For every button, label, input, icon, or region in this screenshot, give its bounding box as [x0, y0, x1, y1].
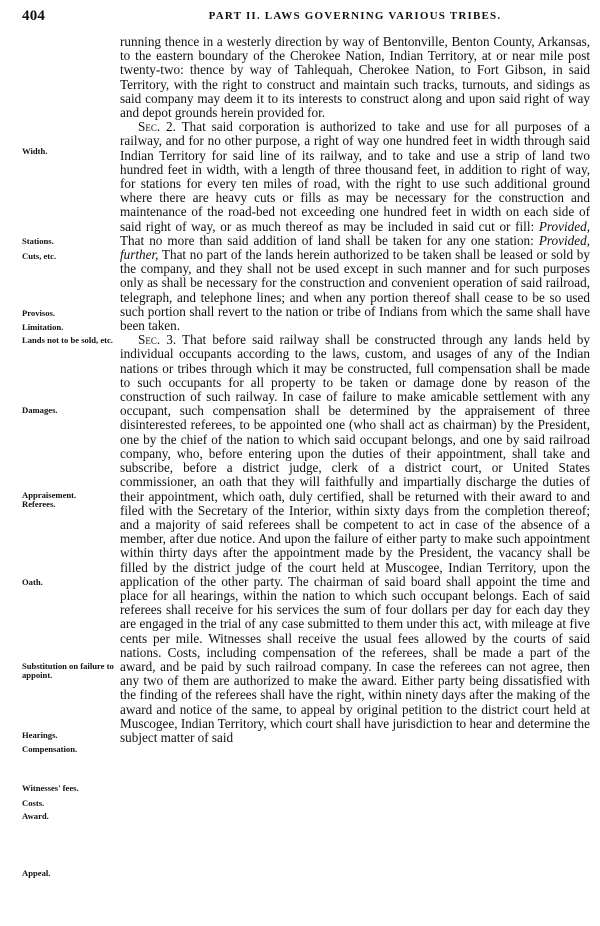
paragraph-section-3: [120, 333, 590, 745]
paragraph-section-2: [120, 120, 590, 333]
sidenote-award: Award.: [22, 811, 49, 821]
sidenote-witnesses-fees: Witnesses' fees.: [22, 783, 79, 793]
sidenote-hearings: Hearings.: [22, 730, 58, 740]
section-2-heading: Sec. 2.: [138, 119, 176, 135]
statute-text: [120, 35, 590, 745]
proviso-2-label: Provided, further,: [120, 232, 590, 263]
sidenote-limitation: Limitation.: [22, 322, 64, 332]
section-2-text-b: That no more than said addition of land shall be taken for any one station:: [120, 232, 534, 248]
section-3-text: That before said railway shall be constructed through any lands held by individual occupants according to the laws, custom, and usages of any of the Indian nations or tribes through which it may be constructed, full compensation shall be made to such occupants for all property to be taken or damage done by reason of the construction of such railway. In case of failure to make amicable settlement with any occupant, such compensation shall be determined by the appraisement of three disinterested referees, to be appointed one (who shall act as chairman) by the President, one by the chief of the nation to which said occupant belongs, and one by said railroad company, who, before entering upon the duties of their appointment, shall take and subscribe, before a district judge, clerk of a district court, or United States commissioner, an oath that they will faithfully and impartially discharge the duties of their appointment, which oath, duly certified, shall be returned with their award to and filed with the Secretary of the Interior, within sixty days from the completion thereof; and a majority of said referees shall be competent to act in case of the absence of a member, after due notice. And upon the failure of either party to make such appointment within thirty days after the appointment made by the President, the vacancy shall be filled by the district judge of the court held at Muscogee, Indian Territory, upon the application of the other party. The chairman of said board shall appoint the time and place for all hearings, within the nation to which such occupant belongs. Each of said referees shall receive for his services the sum of four dollars per day for each day they are engaged in the trial of any case submitted to them under this act, with mileage at five cents per mile. Witnesses shall receive the usual fees allowed by the courts of said nations. Costs, including compensation of the referees, shall be made a part of the award, and be paid by such railroad company. In case the referees can not agree, then any two of them are authorized to make the award. Either party being dissatisfied with the finding of the referees shall have the right, within ninety days after the making of the award and notice of the same, to appeal by original petition to the district court held at Muscogee, Indian Territory, which court shall have jurisdiction to hear and determine the subject matter of said: [120, 332, 590, 745]
section-2-text-a: That said corporation is authorized to take and use for all purposes of a railway, and for no other purpose, a right of way one hundred feet in width through said Indian Territory for said line of its railway, and to take and use a strip of land two hundred feet in width, with a length of three thousand feet, in addition to right of way, for stations for every ten miles of road, with the right to use such additional ground where there are heavy cuts or fills as may be necessary for the construction and maintenance of the road-bed not exceeding one hundred feet in width on each side of said right of way, or as much thereof as may be included in said cut or fill:: [120, 119, 590, 234]
sidenote-substitution: Substitution on failure to appoint.: [22, 661, 114, 680]
sidenote-appraisement: Appraisement. Referees.: [22, 490, 77, 509]
section-3-heading: Sec. 3.: [138, 332, 177, 348]
sidenote-provisos: Provisos.: [22, 308, 56, 318]
sidenote-oath: Oath.: [22, 577, 43, 587]
sidenote-width: Width.: [22, 146, 48, 156]
sidenote-costs: Costs.: [22, 798, 45, 808]
sidenote-appeal: Appeal.: [22, 868, 51, 878]
sidenote-lands-not-sold: Lands not to be sold, etc.: [22, 335, 113, 345]
section-2-text-c: That no part of the lands herein authorized to be taken shall be leased or sold by the company, and they shall not be used except in such manner and for such purposes only as shall be necessary for the construction and convenient operation of said railroad, telegraph, and telephone lines; and when any portion thereof shall cease to be so used such portion shall revert to the nation or tribe of Indians from which the same shall have been taken.: [120, 247, 590, 334]
page-number: 404: [22, 8, 46, 24]
sidenote-cuts: Cuts, etc.: [22, 251, 57, 261]
paragraph-continuation: running thence in a westerly direction by way of Bentonville, Benton County, Arkansas, to the eastern boundary of the Cherokee Nation, Indian Territory, at or near mile post twenty-two: thence by way of Tahlequah, Cherokee Nation, to Fort Gibson, in said Territory, with the right to construct and maintain such tracks, turnouts, and sidings as said company may deem it to its interests to construct along and upon said right of way and depot grounds herein provided for.: [120, 34, 590, 121]
sidenote-stations: Stations.: [22, 236, 54, 246]
sidenote-damages: Damages.: [22, 405, 58, 415]
running-head: PART II. LAWS GOVERNING VARIOUS TRIBES.: [208, 10, 502, 22]
sidenote-compensation: Compensation.: [22, 744, 78, 754]
proviso-1-label: Provided,: [538, 218, 590, 234]
